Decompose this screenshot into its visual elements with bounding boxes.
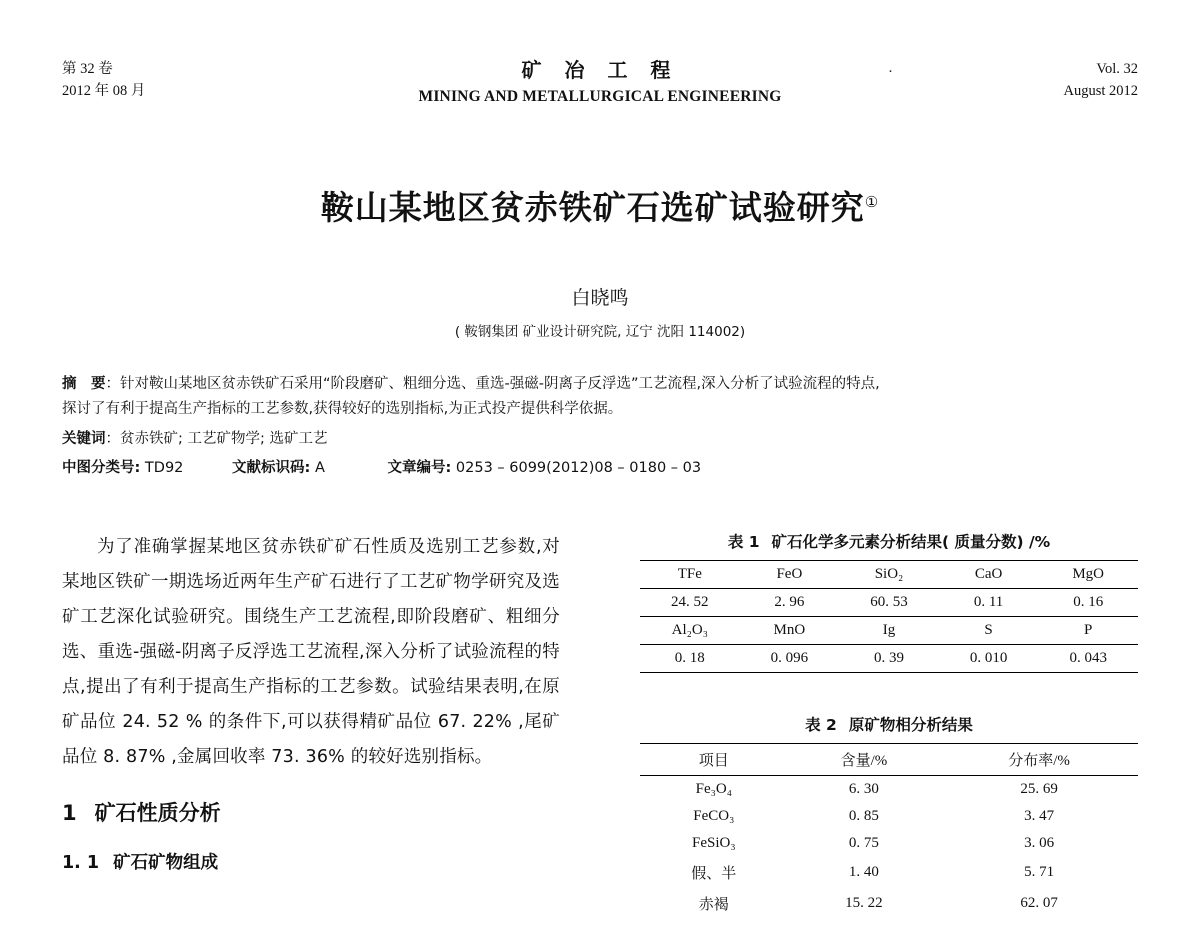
table-2-cell: 62. 07 — [1020, 895, 1058, 911]
journal-title-cn: 矿 冶 工 程 — [521, 58, 679, 82]
table-2-cell: 假、半 — [691, 866, 737, 882]
author-affiliation: ( 鞍钢集团 矿业设计研究院, 辽宁 沈阳 114002) — [454, 324, 746, 340]
table-1-cell: 0. 11 — [973, 594, 1004, 610]
table-1-header-cell: TFe — [677, 566, 702, 582]
table-1-cell: 0. 16 — [1073, 594, 1104, 610]
table-2-cell: 1. 40 — [848, 864, 879, 880]
keywords-label: 关键词 — [62, 430, 106, 447]
table-2-caption-text: 原矿物相分析结果 — [848, 716, 973, 734]
classification-line — [62, 456, 1138, 481]
doc-code-label: 文献标识码: — [232, 460, 311, 477]
abstract-text-1: ：针对鞍山某地区贫赤铁矿石采用“阶段磨矿、粗细分选、重选-强磁-阴离子反浮选”工艺流程,深入分析了试验流程的特点, — [105, 376, 880, 392]
table-1-caption-text: 矿石化学多元素分析结果( 质量分数) /% — [771, 533, 1051, 551]
table-1-header-cell: FeO — [776, 566, 803, 582]
article-id-value: 0253 – 6099(2012)08 – 0180 – 03 — [455, 460, 702, 477]
table-2-cell: 6. 30 — [848, 781, 879, 797]
table-2-header-cell: 项目 — [698, 753, 729, 769]
table-1-header-cell: CaO — [974, 566, 1003, 582]
journal-title-en: MINING AND METALLURGICAL ENGINEERING — [418, 88, 782, 105]
section-1-1-title: 矿石矿物组成 — [113, 853, 219, 873]
keywords-line — [62, 427, 1138, 452]
table-2-cell: 赤褐 — [698, 897, 729, 913]
table-row — [640, 776, 1138, 804]
table-2-cell: FeCO₃ — [693, 808, 735, 824]
abstract-block — [62, 372, 1138, 482]
article-title: 鞍山某地区贫赤铁矿石选矿试验研究 — [320, 188, 865, 227]
header-left — [62, 58, 145, 103]
abstract-line1 — [62, 372, 1138, 397]
table-2-cell: Fe₃O₄ — [695, 781, 732, 797]
title-footnote-marker: ① — [864, 193, 880, 211]
table-2-cell: 3. 06 — [1024, 835, 1055, 851]
right-column — [640, 530, 1138, 919]
section-heading-1 — [62, 797, 560, 827]
issue-date-cn: 2012 年 08 月 — [62, 83, 146, 100]
section-1-number: 1 — [62, 801, 77, 825]
table-2-cell: 0. 75 — [848, 835, 879, 851]
table-2-cell: 15. 22 — [845, 895, 883, 911]
header-right — [1063, 58, 1138, 103]
printing-dot-mark: · — [888, 64, 893, 80]
table-1-cell: 0. 18 — [674, 650, 705, 666]
table-row — [640, 888, 1138, 919]
table-1-header-cell: MnO — [773, 622, 806, 638]
table-1 — [640, 560, 1138, 673]
table-1-header-cell: P — [1084, 622, 1093, 638]
table-row — [640, 645, 1138, 673]
section-1-1-number: 1. 1 — [62, 853, 100, 873]
table-2-cell: 3. 47 — [1024, 808, 1055, 824]
table-2-wrap — [640, 713, 1138, 919]
table-1-number: 表 1 — [727, 533, 760, 551]
table-2-header-cell: 分布率/% — [1008, 753, 1070, 769]
table-1-cell: 2. 96 — [774, 594, 805, 610]
table-1-cell: 0. 043 — [1069, 650, 1107, 666]
table-1-header-cell: MgO — [1072, 566, 1105, 582]
table-1-cell: 60. 53 — [870, 594, 908, 610]
volume-label: 第 32 卷 — [62, 61, 113, 77]
section-heading-1-1 — [62, 849, 560, 874]
volume-label-en: Vol. 32 — [1096, 61, 1138, 77]
table-2-cell: 0. 85 — [848, 808, 879, 824]
author-name: 白晓鸣 — [571, 287, 629, 309]
article-id-label: 文章编号: — [387, 460, 452, 477]
table-2 — [640, 743, 1138, 919]
table-row — [640, 857, 1138, 888]
paragraph-1-text: 为了准确掌握某地区贫赤铁矿矿石性质及选别工艺参数,对某地区铁矿一期选场近两年生产矿石进行了工艺矿物学研究及选矿工艺深化试验研究。围绕生产工艺流程,即阶段磨矿、粗细分选、重选-强磁-阴离子反浮选工艺流程,深入分析了试验流程的特点,提出了有利于提高生产指标的工艺参数。试验结果表明,在原矿品位 24. 52 % 的条件下,可以获得精矿品位 67. 22% ,尾矿品位 8. 87% ,金属回收率 73. 36% 的较好选别指标。 — [62, 537, 560, 767]
table-2-cell: 25. 69 — [1020, 781, 1058, 797]
table-row — [640, 830, 1138, 857]
table-2-cell: FeSiO₃ — [692, 835, 736, 851]
table-1-wrap — [640, 560, 1138, 673]
table-row — [640, 561, 1138, 589]
table-1-cell: 24. 52 — [671, 594, 709, 610]
doc-code-value: A — [314, 460, 325, 477]
page-header — [62, 58, 1138, 118]
section-1-title: 矿石性质分析 — [94, 801, 221, 825]
table-1-header-cell: Ig — [882, 622, 896, 638]
journal-title-block — [418, 54, 781, 106]
table-row — [640, 803, 1138, 830]
table-2-header-cell: 含量/% — [840, 753, 888, 769]
abstract-line2: 探讨了有利于提高生产指标的工艺参数,获得较好的选别指标,为正式投产提供科学依据。 — [62, 401, 623, 418]
table-2-caption — [640, 713, 1138, 735]
table-row — [640, 589, 1138, 617]
page-title — [0, 182, 1200, 229]
table-row — [640, 617, 1138, 645]
table-2-cell: 5. 71 — [1024, 864, 1055, 880]
clc-label: 中图分类号: — [62, 460, 141, 477]
keywords-text: ：贫赤铁矿; 工艺矿物学; 选矿工艺 — [105, 430, 328, 447]
abstract-label: 摘 要 — [62, 376, 106, 392]
table-1-cell: 0. 39 — [873, 650, 904, 666]
table-row — [640, 744, 1138, 776]
issue-date-en: August 2012 — [1063, 83, 1138, 100]
clc-value: TD92 — [144, 460, 184, 477]
table-1-header-cell: S — [984, 622, 993, 638]
table-1-caption — [640, 530, 1138, 552]
table-1-cell: 0. 096 — [770, 650, 809, 666]
table-1-header-cell: SiO₂ — [874, 566, 904, 582]
left-column — [62, 530, 560, 874]
table-2-number: 表 2 — [805, 716, 837, 734]
body-paragraph-1 — [62, 530, 560, 775]
table-1-cell: 0. 010 — [969, 650, 1008, 666]
table-1-header-cell: Al₂O₃ — [671, 622, 708, 638]
